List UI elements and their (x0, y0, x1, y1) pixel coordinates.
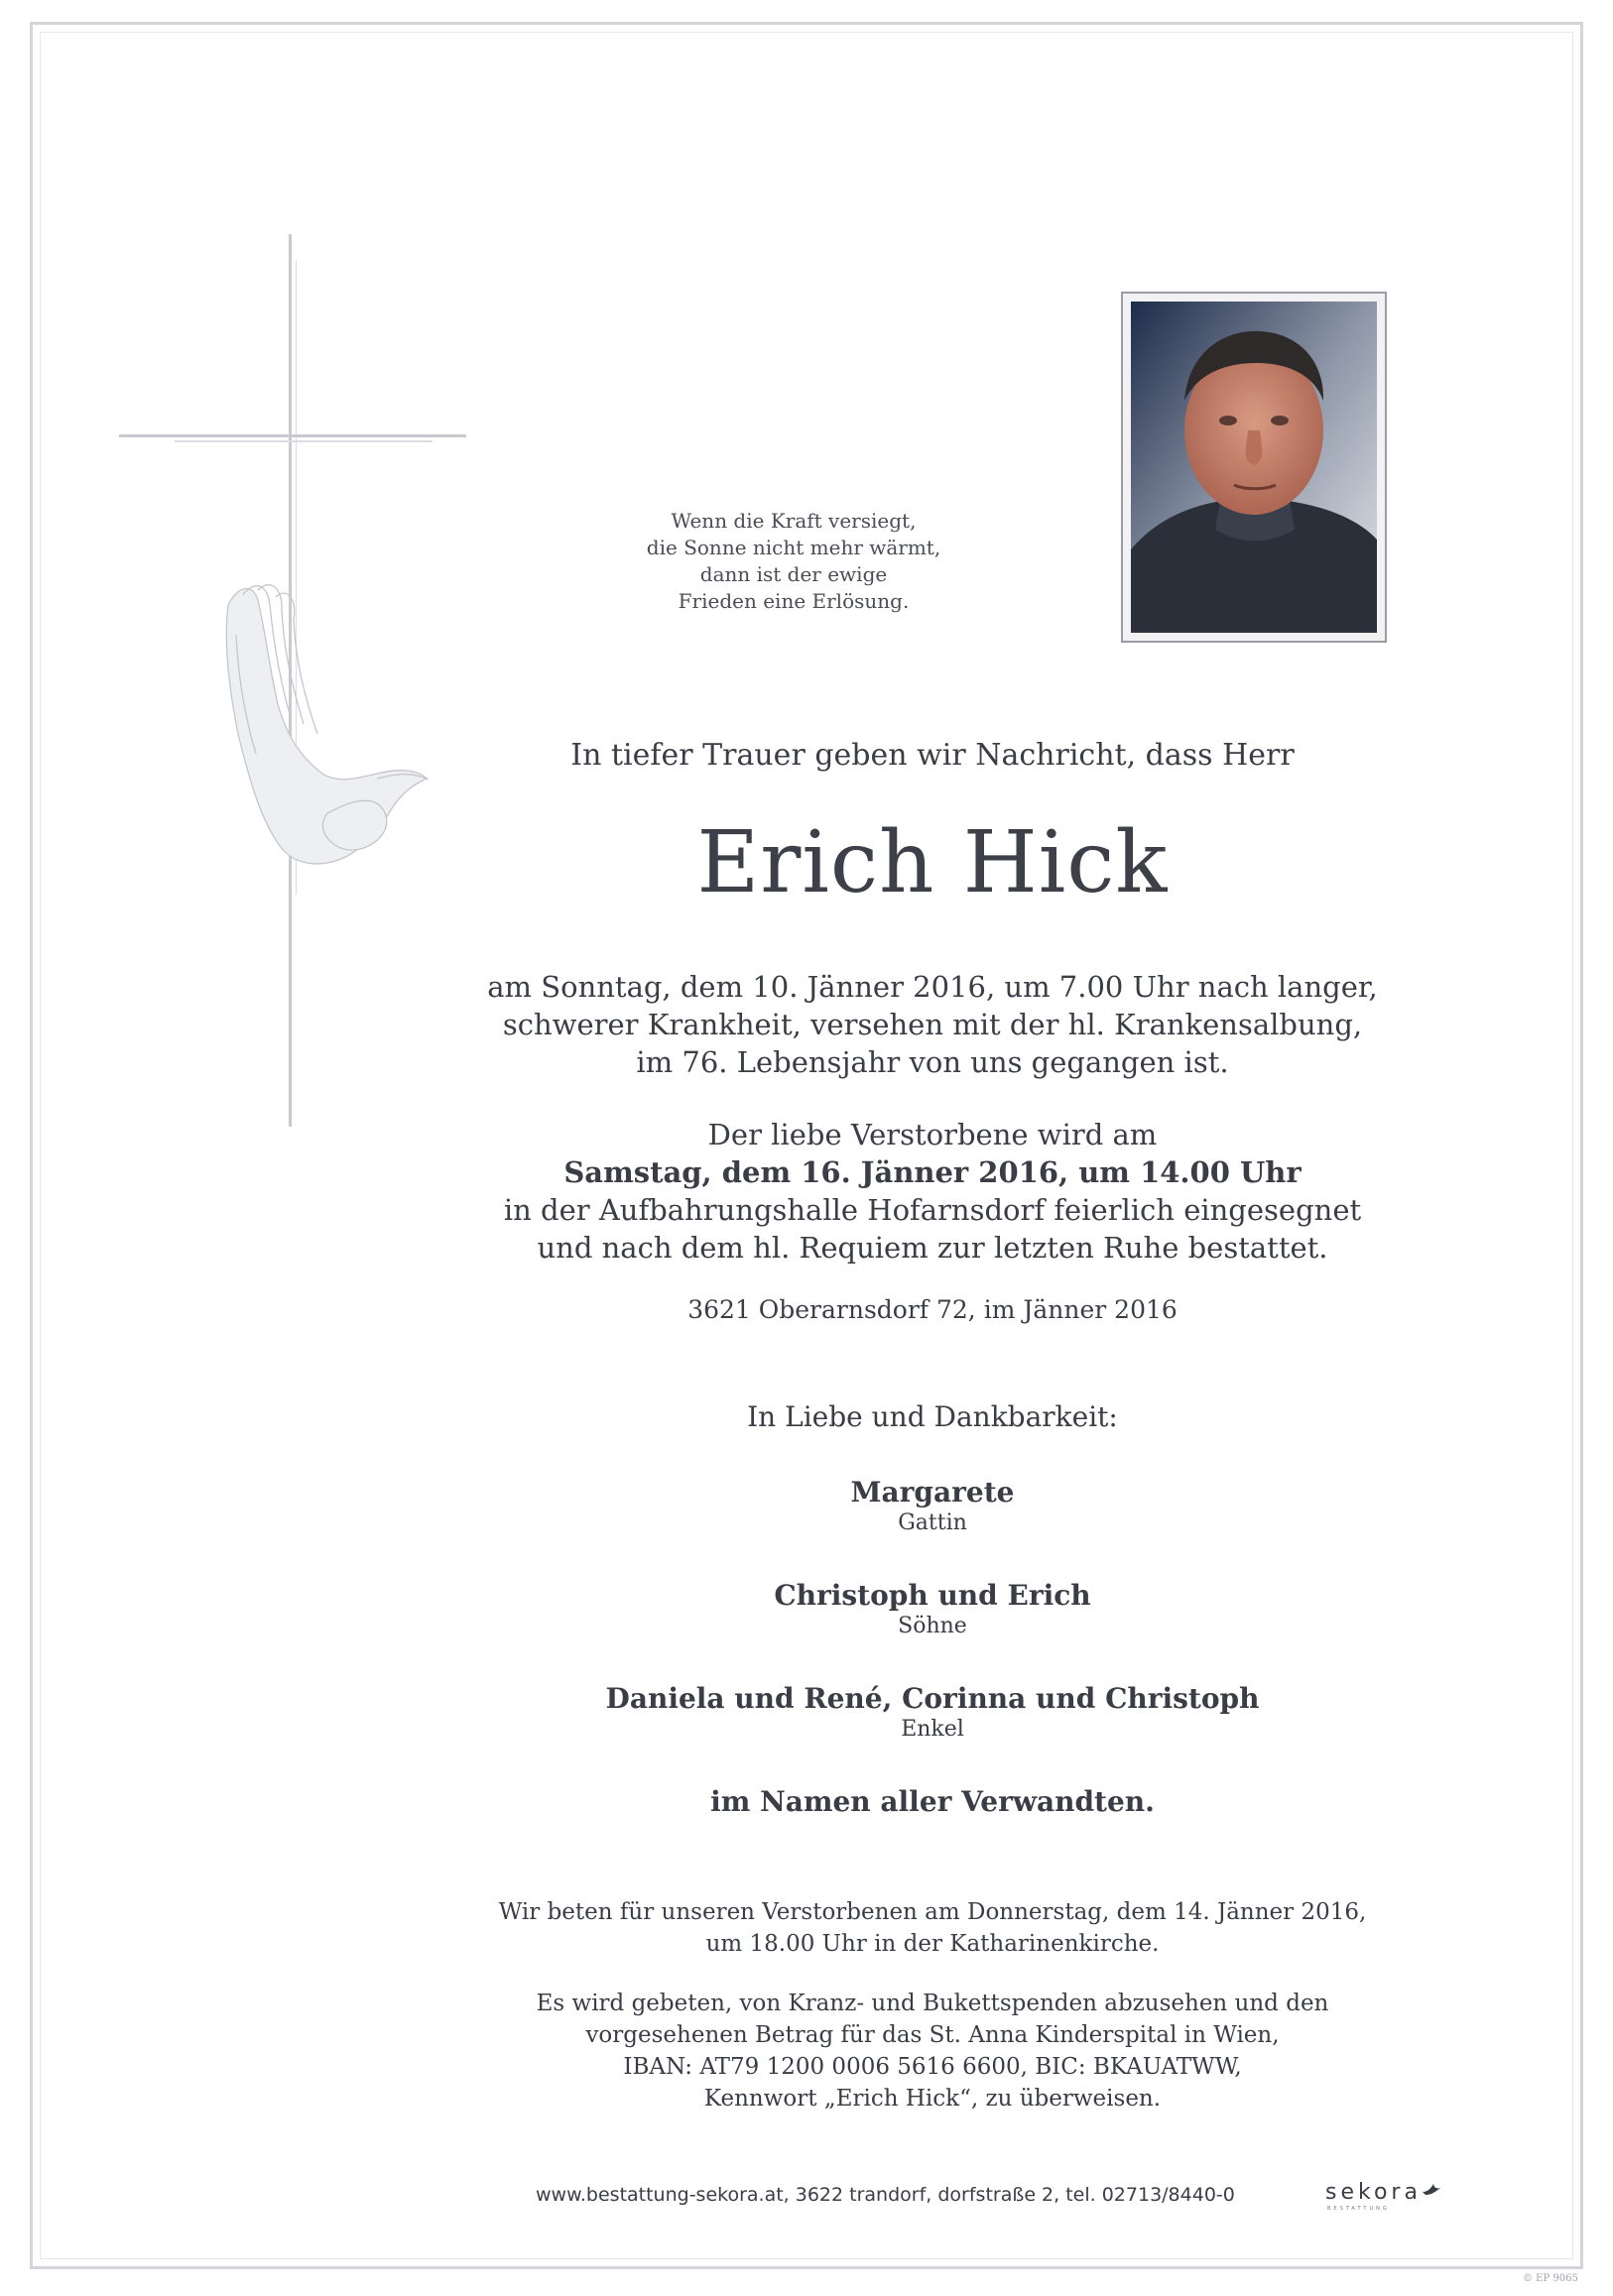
quote-line: Wenn die Kraft versiegt, (671, 509, 917, 533)
footer-contact: www.bestattung-sekora.at, 3622 trandorf, dorfstraße 2, tel. 02713/8440-0 (536, 2184, 1235, 2206)
sekora-logo (1325, 2180, 1441, 2205)
quote-line: dann ist der ewige (699, 562, 888, 586)
logo-text: sekora (1325, 2180, 1422, 2205)
death-details (436, 968, 1428, 1081)
burial-details (436, 1116, 1428, 1267)
prayer-line: Wir beten für unseren Verstorbenen am Donnerstag, dem 14. Jänner 2016, (498, 1899, 1367, 1925)
family-relation: Gattin (898, 1511, 967, 1535)
form-code: © EP 9065 (1523, 2273, 1578, 2284)
memorial-quote (575, 508, 1012, 615)
family-relation: Söhne (898, 1614, 967, 1638)
family-entry (436, 1579, 1428, 1638)
all-relatives: im Namen aller Verwandten. (710, 1785, 1155, 1818)
burial-line: Der liebe Verstorbene wird am (707, 1118, 1158, 1151)
quote-line: Frieden eine Erlösung. (678, 589, 910, 613)
bird-icon (1422, 2180, 1441, 2198)
logo-subtitle: BESTATTUNG (1327, 2206, 1390, 2212)
prayer-line: um 18.00 Uhr in der Katharinenkirche. (705, 1931, 1160, 1957)
family-entry (436, 1682, 1428, 1742)
donation-line: Kennwort „Erich Hick“, zu überweisen. (703, 2086, 1162, 2112)
family-relation: Enkel (901, 1717, 964, 1742)
family-entry (436, 1476, 1428, 1535)
donation-line: IBAN: AT79 1200 0006 5616 6600, BIC: BKAUATWW, (623, 2054, 1242, 2080)
death-line: am Sonntag, dem 10. Jänner 2016, um 7.00 Uhr nach langer, (487, 970, 1378, 1004)
portrait-frame (1121, 292, 1387, 643)
portrait-photo (1131, 302, 1377, 633)
place-date: 3621 Oberarnsdorf 72, im Jänner 2016 (687, 1295, 1178, 1324)
prayer-notice (436, 1896, 1428, 1960)
praying-hands-icon (208, 575, 436, 873)
deceased-name: Erich Hick (696, 813, 1169, 912)
death-line: schwerer Krankheit, versehen mit der hl. Krankensalbung, (502, 1008, 1363, 1041)
burial-line: und nach dem hl. Requiem zur letzten Ruhe bestattet. (537, 1231, 1328, 1265)
intro-text: In tiefer Trauer geben wir Nachricht, dass Herr (570, 738, 1295, 773)
donation-notice (436, 1988, 1428, 2115)
cross-horizontal-shadow (175, 440, 433, 442)
family-names: Margarete (850, 1476, 1015, 1509)
death-line: im 76. Lebensjahr von uns gegangen ist. (636, 1045, 1229, 1079)
family-names: Daniela und René, Corinna und Christoph (605, 1682, 1260, 1715)
quote-line: die Sonne nicht mehr wärmt, (646, 536, 941, 559)
family-names: Christoph und Erich (774, 1579, 1091, 1612)
cross-horizontal-beam (119, 434, 466, 437)
burial-date: Samstag, dem 16. Jänner 2016, um 14.00 Uhr (563, 1155, 1302, 1189)
donation-line: vorgesehenen Betrag für das St. Anna Kinderspital in Wien, (585, 2022, 1280, 2048)
donation-line: Es wird gebeten, von Kranz- und Bukettspenden abzusehen und den (536, 1991, 1329, 2016)
thanks-heading: In Liebe und Dankbarkeit: (747, 1400, 1118, 1433)
burial-line: in der Aufbahrungshalle Hofarnsdorf feierlich eingesegnet (503, 1193, 1362, 1227)
